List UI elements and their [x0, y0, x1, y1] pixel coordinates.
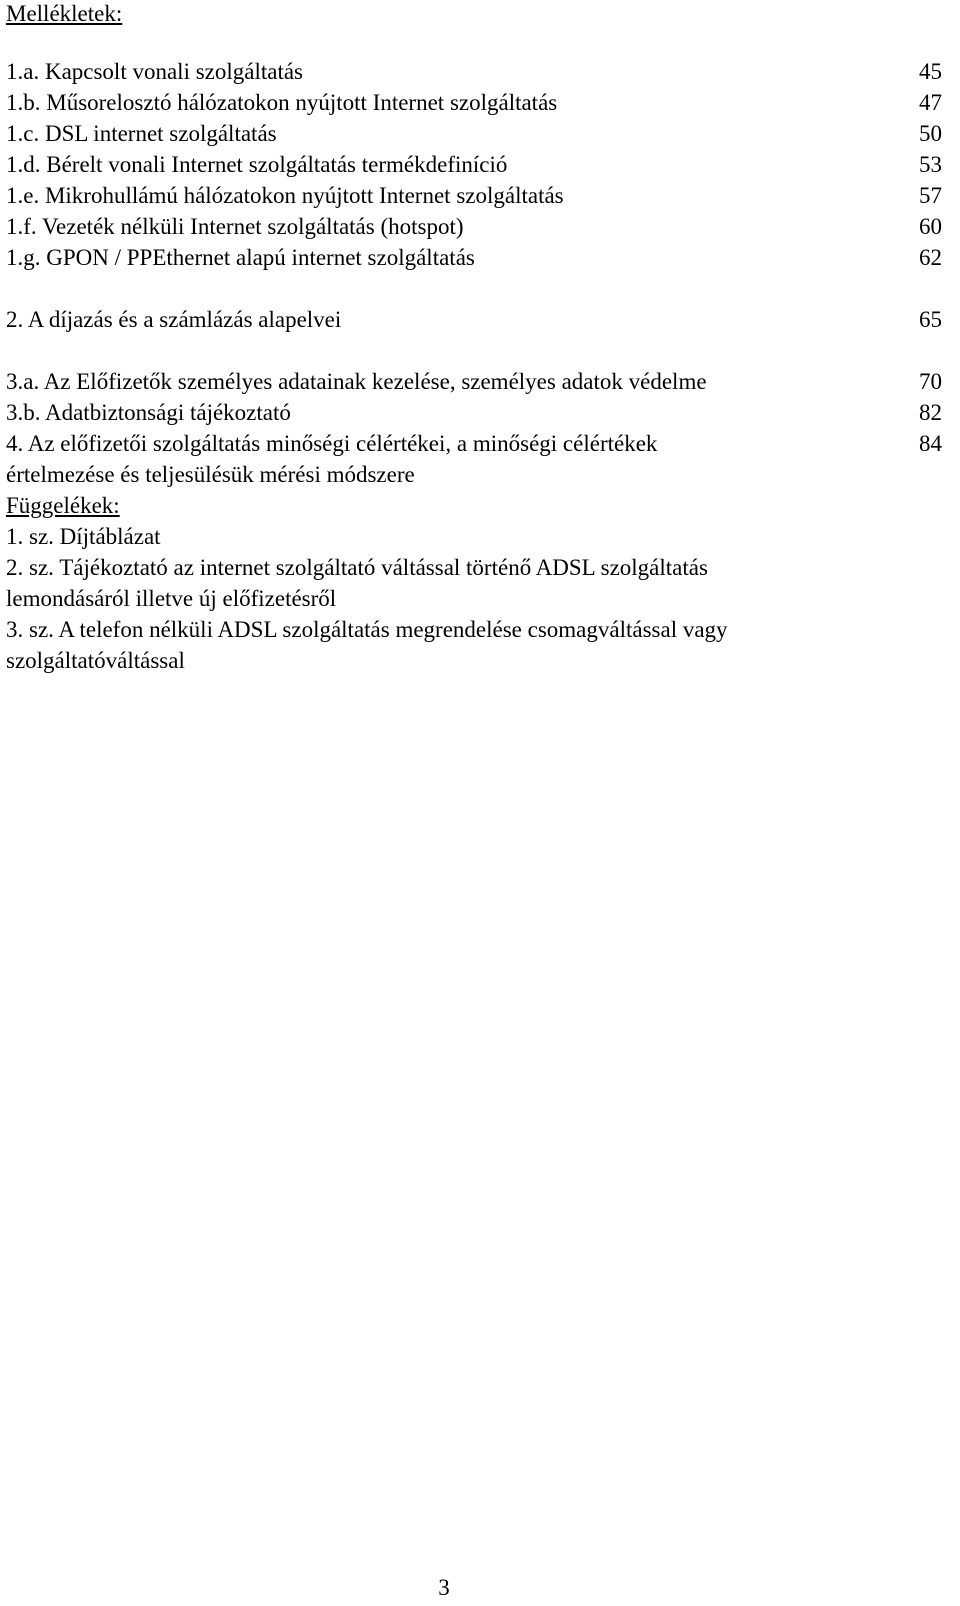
appendix-item: 2. sz. Tájékoztató az internet szolgáltató váltással történő ADSL szolgáltatás: [6, 555, 708, 580]
toc-label: 2. A díjazás és a számlázás alapelvei: [6, 307, 342, 332]
toc-page-number: 62: [919, 245, 942, 270]
appendix-heading: Függelékek:: [6, 493, 120, 518]
appendix-item: 3. sz. A telefon nélküli ADSL szolgáltatás megrendelése csomagváltással vagy: [6, 617, 728, 642]
toc-page-number: 57: [919, 183, 942, 208]
appendix-item-continuation: lemondásáról illetve új előfizetésről: [6, 586, 337, 611]
toc-page-number: 65: [919, 307, 942, 332]
toc-page-number: 50: [919, 121, 942, 146]
toc-label: 1.c. DSL internet szolgáltatás: [6, 121, 277, 146]
toc-label: 4. Az előfizetői szolgáltatás minőségi célértékei, a minőségi célértékek: [6, 431, 658, 456]
toc-label: 3.a. Az Előfizetők személyes adatainak kezelése, személyes adatok védelme: [6, 369, 707, 394]
page-number: 3: [438, 1575, 450, 1600]
attachments-heading: Mellékletek:: [6, 1, 123, 26]
toc-label: 1.d. Bérelt vonali Internet szolgáltatás termékdefiníció: [6, 152, 508, 177]
toc-page-number: 53: [919, 152, 942, 177]
toc-label: 1.g. GPON / PPEthernet alapú internet szolgáltatás: [6, 245, 475, 270]
toc-page-number: 84: [919, 431, 942, 456]
toc-label: 1.e. Mikrohullámú hálózatokon nyújtott Internet szolgáltatás: [6, 183, 564, 208]
toc-label: 1.a. Kapcsolt vonali szolgáltatás: [6, 59, 304, 84]
toc-page-number: 82: [919, 400, 942, 425]
appendix-item: 1. sz. Díjtáblázat: [6, 524, 161, 549]
toc-label: 3.b. Adatbiztonsági tájékoztató: [6, 400, 291, 425]
toc-label: 1.f. Vezeték nélküli Internet szolgáltatás (hotspot): [6, 214, 464, 239]
toc-page-number: 60: [919, 214, 942, 239]
toc-label: 1.b. Műsorelosztó hálózatokon nyújtott Internet szolgáltatás: [6, 90, 558, 115]
toc-page-number: 47: [919, 90, 942, 115]
toc-label-continuation: értelmezése és teljesülésük mérési módszere: [6, 462, 415, 487]
appendix-item-continuation: szolgáltatóváltással: [6, 648, 185, 673]
toc-page-number: 45: [919, 59, 942, 84]
toc-page-number: 70: [919, 369, 942, 394]
